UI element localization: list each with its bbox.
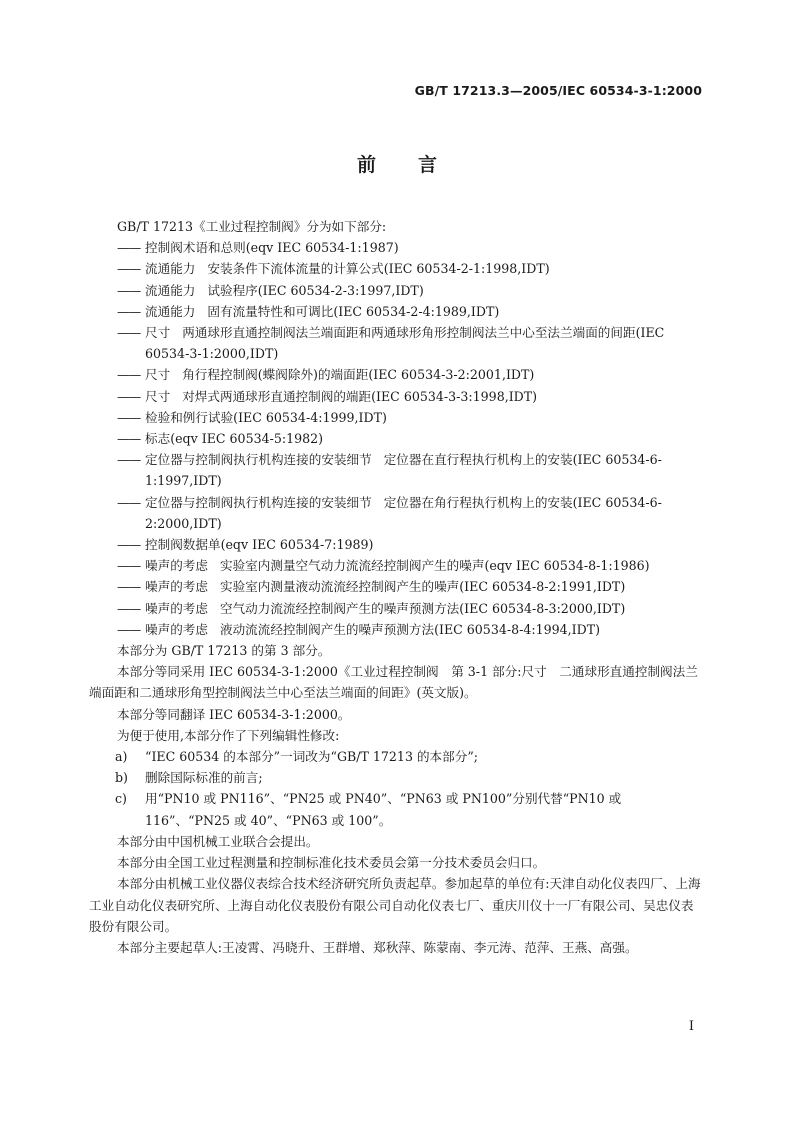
title-char-1: 前 [356,154,376,176]
list-item: —— 噪声的考虑 实验室内测量液动流流经控制阀产生的噪声(IEC 60534-8-2:1991,IDT) [117,579,626,595]
list-item: —— 定位器与控制阀执行机构连接的安装细节 定位器在角行程执行机构上的安装(IEC 60534-6-2:2000,IDT) [117,494,662,531]
list-item: —— 流通能力 试验程序(IEC 60534-2-3:1997,IDT) [117,282,424,298]
list-item: —— 噪声的考虑 液动流流经控制阀产生的噪声预测方法(IEC 60534-8-4:1994,IDT) [117,621,601,637]
standard-code-header: GB/T 17213.3—2005/IEC 60534-3-1:2000 [414,83,702,98]
centralized-by-paragraph: 本部分由全国工业过程测量和控制标准化技术委员会第一分技术委员会归口。 [117,855,546,871]
list-item: —— 尺寸 对焊式两通球形直通控制阀的端距(IEC 60534-3-3:1998,IDT) [117,388,538,404]
list-item: —— 控制阀数据单(eqv IEC 60534-7:1989) [117,537,374,553]
list-item: —— 流通能力 安装条件下流体流量的计算公式(IEC 60534-2-1:1998,IDT) [117,261,550,277]
list-item: —— 标志(eqv IEC 60534-5:1982) [117,431,324,447]
title-char-2: 言 [418,154,438,176]
list-item: —— 噪声的考虑 空气动力流流经控制阀产生的噪声预测方法(IEC 60534-8-3:2000,IDT) [117,600,626,616]
list-item: —— 控制阀术语和总则(eqv IEC 60534-1:1987) [117,240,399,256]
drafting-organizations-paragraph: 本部分由机械工业仪器仪表综合技术经济研究所负责起草。参加起草的单位有:天津自动化仪表四厂、上海工业自动化仪表研究所、上海自动化仪表股份有限公司自动化仪表七厂、重庆川仪十一厂有限公司、吴忠仪表股份有限公司。 [89,876,701,934]
list-item: —— 尺寸 两通球形直通控制阀法兰端面距和两通球形角形控制阀法兰中心至法兰端面的间距(IEC 60534-3-1:2000,IDT) [117,325,665,362]
list-item: a) “IEC 60534 的本部分”一词改为“GB/T 17213 的本部分”; [115,749,479,765]
list-item: —— 定位器与控制阀执行机构连接的安装细节 定位器在直行程执行机构上的安装(IEC 60534-6-1:1997,IDT) [117,452,662,489]
list-item: —— 流通能力 固有流量特性和可调比(IEC 60534-2-4:1989,IDT) [117,303,500,319]
list-item: —— 检验和例行试验(IEC 60534-4:1999,IDT) [117,409,387,425]
edits-intro-paragraph: 为便于使用,本部分作了下列编辑性修改: [117,727,340,743]
page-title [0,150,794,177]
list-item: —— 尺寸 角行程控制阀(蝶阀除外)的端面距(IEC 60534-3-2:2001,IDT) [117,367,535,383]
list-item: b) 删除国际标准的前言; [115,770,263,786]
page-number: I [688,1019,694,1034]
part-number-paragraph: 本部分为 GB/T 17213 的第 3 部分。 [117,643,331,659]
proposed-by-paragraph: 本部分由中国机械工业联合会提出。 [117,833,319,849]
adoption-paragraph: 本部分等同采用 IEC 60534-3-1:2000《工业过程控制阀 第 3-1 部分:尺寸 二通球形直通控制阀法兰端面距和二通球形角型控制阀法兰中心至法兰端面的间距》(英文版)。 [89,664,698,701]
parts-list [89,237,705,640]
intro-paragraph: GB/T 17213《工业过程控制阀》分为如下部分: [117,219,387,234]
list-item: c) 用“PN10 或 PN116”、“PN25 或 PN40”、“PN63 或 PN100”分别代替“PN10 或 116”、“PN25 或 40”、“PN63 或 100”。 [115,791,622,828]
edits-list [89,746,705,831]
translation-paragraph: 本部分等同翻译 IEC 60534-3-1:2000。 [117,706,351,722]
drafters-paragraph: 本部分主要起草人:王凌霄、冯晓升、王群增、郑秋萍、陈蒙南、李元涛、范萍、王燕、高强。 [117,939,638,955]
foreword-body [89,216,705,958]
list-item: —— 噪声的考虑 实验室内测量空气动力流流经控制阀产生的噪声(eqv IEC 60534-8-1:1986) [117,558,650,574]
